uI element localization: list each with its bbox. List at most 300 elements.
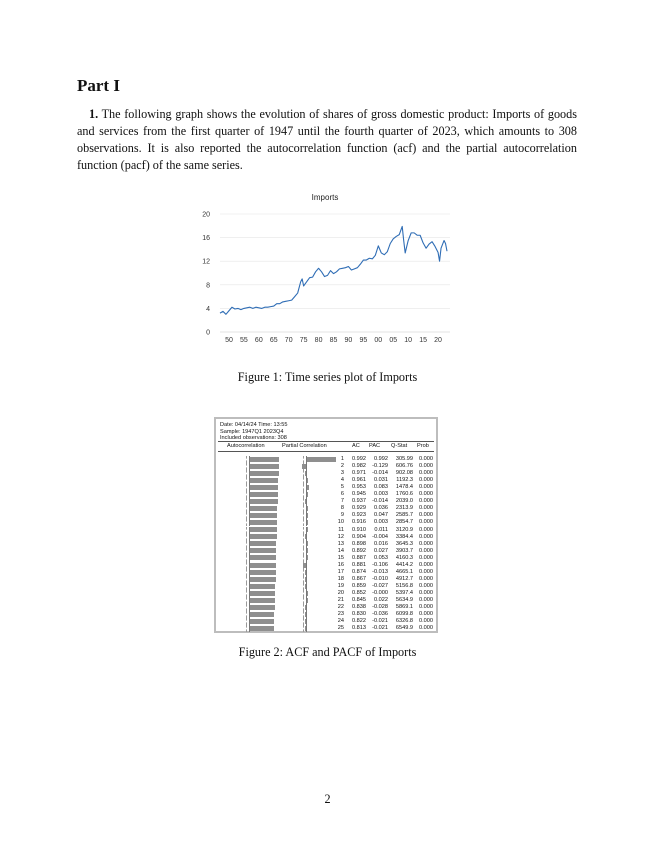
correlogram-row (216, 597, 436, 604)
acf-band-line (246, 519, 247, 526)
pac-cell: 0.016 (374, 540, 388, 547)
pac-cell: -0.014 (372, 498, 388, 505)
qstat-cell: 1192.3 (396, 477, 413, 484)
pac-cell: -0.010 (372, 575, 388, 582)
acf-bar (250, 584, 276, 589)
pacf-bar (307, 527, 308, 532)
ac-cell: 0.945 (352, 491, 366, 498)
qstat-cell: 5397.4 (395, 589, 413, 596)
x-tick-label-75: 75 (299, 337, 308, 344)
ac-cell: 0.838 (352, 604, 366, 611)
acf-pacf-table (214, 417, 438, 633)
pac-cell: 0.036 (374, 505, 388, 512)
ac-cell: 0.830 (352, 611, 366, 618)
lag-cell: 13 (337, 540, 344, 547)
correlogram-row (216, 498, 436, 505)
pacf-bar (307, 555, 309, 560)
pacf-zero-line (306, 604, 307, 611)
pacf-zero-line (306, 583, 307, 590)
acf-bar (250, 499, 278, 504)
acf-band-line (246, 463, 247, 470)
x-tick-label-65: 65 (269, 337, 278, 344)
ac-cell: 0.937 (352, 498, 366, 505)
acf-band-line (246, 548, 247, 555)
correlogram-row (216, 484, 436, 491)
pacf-zero-line (306, 569, 307, 576)
prob-cell: 0.000 (419, 597, 433, 603)
figure1-caption: Figure 1: Time series plot of Imports (237, 370, 418, 384)
ac-cell: 0.845 (352, 597, 366, 603)
prob-cell: 0.000 (419, 554, 433, 561)
question-number: 1. (89, 107, 99, 121)
correlogram-row (216, 541, 436, 548)
pacf-zero-line (306, 463, 307, 470)
lag-cell: 21 (337, 597, 344, 603)
x-tick-label-90: 90 (344, 337, 353, 344)
acf-bar (250, 626, 274, 631)
pac-cell: 0.022 (374, 597, 388, 603)
pacf-bar (303, 563, 306, 568)
qstat-cell: 4912.7 (395, 575, 413, 582)
x-tick-label-85: 85 (329, 337, 338, 344)
acf-band-line (246, 527, 247, 534)
x-tick-label-15: 15 (419, 337, 428, 344)
pacf-band-line (303, 583, 304, 590)
lag-cell: 8 (340, 505, 344, 512)
prob-cell: 0.000 (419, 575, 433, 582)
acf-band-line (246, 625, 247, 632)
prob-cell: 0.000 (419, 456, 433, 462)
lag-cell: 6 (340, 491, 344, 498)
ac-cell: 0.822 (352, 618, 366, 625)
qstat-cell: 606.76 (395, 463, 413, 470)
x-tick-label-95: 95 (359, 337, 368, 344)
observations-line: Included observations: 308 (220, 435, 287, 442)
pacf-band-line (303, 569, 304, 576)
lag-cell: 4 (340, 477, 344, 484)
acf-band-line (246, 576, 247, 583)
acf-band-line (246, 618, 247, 625)
ac-cell: 0.892 (352, 547, 366, 554)
pacf-band-line (303, 604, 304, 611)
y-tick-label-20: 20 (202, 211, 210, 219)
pacf-band-line (303, 491, 304, 498)
correlogram-row (216, 519, 436, 526)
pacf-bar (305, 584, 306, 589)
acf-band-line (246, 534, 247, 541)
pacf-band-line (303, 505, 304, 512)
prob-cell: 0.000 (419, 582, 433, 589)
qstat-cell: 2039.0 (395, 498, 413, 505)
acf-bar (250, 612, 275, 617)
column-headers (216, 443, 436, 451)
pacf-bar (305, 534, 306, 539)
pacf-zero-line (306, 534, 307, 541)
acf-bar (250, 591, 276, 596)
pacf-bar (307, 485, 309, 490)
acf-band-line (246, 583, 247, 590)
qstat-cell: 5869.1 (395, 604, 413, 611)
pacf-bar (307, 478, 308, 483)
acf-band-line (246, 477, 247, 484)
qstat-cell: 2313.9 (395, 505, 413, 512)
y-tick-label-12: 12 (202, 258, 210, 266)
y-tick-label-8: 8 (206, 282, 210, 290)
acf-bar (250, 619, 275, 624)
lag-cell: 24 (337, 618, 344, 625)
col-qstat: Q-Stat (391, 442, 408, 449)
ac-cell: 0.953 (352, 484, 366, 491)
pac-cell: 0.027 (374, 547, 388, 554)
acf-band-line (246, 505, 247, 512)
question-paragraph (77, 106, 577, 174)
acf-band-line (246, 484, 247, 491)
lag-cell: 3 (340, 470, 344, 477)
pac-cell: -0.106 (372, 561, 388, 568)
x-tick-label-55: 55 (239, 337, 248, 344)
lag-cell: 10 (337, 519, 344, 526)
col-pac: PAC (369, 442, 381, 449)
prob-cell: 0.000 (419, 463, 433, 470)
prob-cell: 0.000 (419, 561, 433, 568)
qstat-cell: 3903.7 (395, 547, 413, 554)
prob-cell: 0.000 (419, 526, 433, 533)
prob-cell: 0.000 (419, 484, 433, 491)
pacf-bar (307, 492, 308, 497)
acf-bar (250, 485, 279, 490)
ac-cell: 0.887 (352, 554, 366, 561)
header-rule-top (218, 441, 434, 442)
x-tick-label-05: 05 (389, 337, 398, 344)
pac-cell: -0.021 (372, 625, 388, 632)
prob-cell: 0.000 (419, 589, 433, 596)
acf-bar (250, 457, 280, 462)
pacf-band-line (303, 512, 304, 519)
qstat-cell: 5634.9 (395, 597, 413, 603)
acf-band-line (246, 512, 247, 519)
imports-line-chart (198, 190, 458, 350)
ac-cell: 0.898 (352, 540, 366, 547)
pac-cell: 0.083 (374, 484, 388, 491)
col-autocorrelation: Autocorrelation (227, 442, 265, 449)
qstat-cell: 6326.8 (395, 618, 413, 625)
y-tick-label-16: 16 (202, 235, 210, 243)
ac-cell: 0.881 (352, 561, 366, 568)
pacf-bar (305, 570, 306, 575)
y-tick-label-0: 0 (206, 329, 210, 337)
prob-cell: 0.000 (419, 604, 433, 611)
ac-cell: 0.867 (352, 575, 366, 582)
lag-cell: 23 (337, 611, 344, 618)
acf-band-line (246, 590, 247, 597)
prob-cell: 0.000 (419, 618, 433, 625)
pacf-band-line (303, 456, 304, 463)
ac-cell: 0.852 (352, 589, 366, 596)
ac-cell: 0.971 (352, 470, 366, 477)
correlogram-row (216, 512, 436, 519)
acf-band-line (246, 611, 247, 618)
acf-band-line (246, 541, 247, 548)
header-rule-bottom (218, 451, 434, 452)
correlogram-row (216, 569, 436, 576)
pac-cell: 0.047 (374, 512, 388, 519)
ac-cell: 0.923 (352, 512, 366, 519)
chart-title: Imports (311, 193, 339, 202)
acf-band-line (246, 456, 247, 463)
pacf-band-line (303, 527, 304, 534)
acf-bar (250, 555, 277, 560)
ac-cell: 0.961 (352, 477, 366, 484)
prob-cell: 0.000 (419, 519, 433, 526)
pac-cell: 0.031 (374, 477, 388, 484)
prob-cell: 0.000 (419, 568, 433, 575)
ac-cell: 0.916 (352, 519, 366, 526)
lag-cell: 19 (337, 582, 344, 589)
acf-band-line (246, 470, 247, 477)
pac-cell: 0.053 (374, 554, 388, 561)
lag-cell: 2 (340, 463, 344, 470)
ac-cell: 0.874 (352, 568, 366, 575)
ac-cell: 0.813 (352, 625, 366, 632)
acf-band-line (246, 562, 247, 569)
pacf-bar (307, 548, 308, 553)
pacf-band-line (303, 590, 304, 597)
lag-cell: 25 (337, 625, 344, 632)
acf-bar (250, 534, 277, 539)
pacf-zero-line (306, 625, 307, 632)
correlogram-row (216, 555, 436, 562)
correlogram-row (216, 583, 436, 590)
pac-cell: -0.021 (372, 618, 388, 625)
prob-cell: 0.000 (419, 540, 433, 547)
qstat-cell: 6549.9 (395, 625, 413, 632)
acf-band-line (246, 604, 247, 611)
pacf-band-line (303, 611, 304, 618)
qstat-cell: 4160.3 (395, 554, 413, 561)
ac-cell: 0.982 (352, 463, 366, 470)
prob-cell: 0.000 (419, 498, 433, 505)
lag-cell: 17 (337, 568, 344, 575)
qstat-cell: 902.08 (395, 470, 413, 477)
pacf-band-line (303, 498, 304, 505)
pac-cell: -0.129 (372, 463, 388, 470)
section-heading: Part I (77, 76, 120, 95)
pac-cell: -0.000 (372, 589, 388, 596)
lag-cell: 9 (340, 512, 344, 519)
acf-bar (250, 605, 275, 610)
date-line: Date: 04/14/24 Time: 13:55 (220, 422, 288, 428)
qstat-cell: 1760.6 (395, 491, 413, 498)
qstat-cell: 4414.2 (395, 561, 413, 568)
acf-bar (250, 563, 276, 568)
prob-cell: 0.000 (419, 505, 433, 512)
pac-cell: -0.027 (372, 582, 388, 589)
correlogram-row (216, 505, 436, 512)
lag-cell: 5 (340, 484, 344, 491)
pacf-band-line (303, 541, 304, 548)
x-tick-label-50: 50 (225, 337, 233, 344)
pacf-band-line (303, 477, 304, 484)
pacf-band-line (303, 519, 304, 526)
pac-cell: 0.011 (374, 526, 388, 533)
pac-cell: 0.003 (374, 519, 388, 526)
acf-bar (250, 520, 277, 525)
x-tick-label-00: 00 (374, 337, 383, 344)
correlogram-row (216, 527, 436, 534)
pac-cell: -0.028 (372, 604, 388, 611)
acf-bar (250, 464, 279, 469)
acf-bar (250, 471, 279, 476)
pacf-bar (307, 506, 308, 511)
correlogram-row (216, 576, 436, 583)
lag-cell: 20 (337, 589, 344, 596)
pacf-band-line (303, 555, 304, 562)
pacf-bar (305, 619, 306, 624)
correlogram-row (216, 604, 436, 611)
pacf-bar (307, 598, 308, 603)
correlogram-row (216, 477, 436, 484)
pacf-band-line (303, 576, 304, 583)
lag-cell: 16 (337, 561, 344, 568)
pacf-bar (307, 520, 308, 525)
acf-bar (250, 570, 276, 575)
correlogram-row (216, 548, 436, 555)
qstat-cell: 2854.7 (395, 519, 413, 526)
acf-band-line (246, 555, 247, 562)
qstat-cell: 6099.8 (395, 611, 413, 618)
qstat-cell: 305.99 (395, 456, 413, 462)
ac-cell: 0.859 (352, 582, 366, 589)
acf-bar (250, 541, 277, 546)
pacf-bar (307, 513, 308, 518)
pac-cell: -0.013 (372, 568, 388, 575)
pacf-zero-line (306, 562, 307, 569)
qstat-cell: 3645.3 (395, 540, 413, 547)
prob-cell: 0.000 (419, 470, 433, 477)
pacf-bar (305, 471, 306, 476)
qstat-cell: 4665.1 (395, 568, 413, 575)
pacf-bar (305, 577, 306, 582)
pac-cell: 0.003 (374, 491, 388, 498)
pac-cell: -0.014 (372, 470, 388, 477)
pacf-zero-line (306, 618, 307, 625)
sample-line: Sample: 1947Q1 2023Q4 (220, 428, 284, 435)
acf-bar (250, 506, 278, 511)
pacf-bar (305, 605, 306, 610)
qstat-cell: 2585.7 (395, 512, 413, 519)
correlogram-row (216, 470, 436, 477)
lag-cell: 1 (340, 456, 344, 462)
question-text: The following graph shows the evolution of shares of gross domestic product: Imports of goods and services from the first quarter of 1947 until the fourth quarter of 2023, which amounts to 308 observations. It is also reported the autocorrelation function (acf) and the partial autocorrelation function (pacf) of the same series. (77, 107, 577, 172)
pacf-band-line (303, 625, 304, 632)
ac-cell: 0.929 (352, 505, 366, 512)
pacf-band-line (303, 618, 304, 625)
correlogram-row (216, 534, 436, 541)
pacf-zero-line (306, 470, 307, 477)
qstat-cell: 3384.4 (395, 533, 413, 540)
figure2-caption: Figure 2: ACF and PACF of Imports (238, 645, 417, 659)
correlogram-row (216, 618, 436, 625)
pacf-band-line (303, 548, 304, 555)
correlogram-header (220, 422, 287, 442)
pac-cell: 0.992 (374, 456, 388, 462)
acf-bar (250, 598, 275, 603)
pacf-bar (305, 499, 306, 504)
lag-cell: 14 (337, 547, 344, 554)
acf-bar (250, 478, 279, 483)
acf-bar (250, 548, 277, 553)
col-prob: Prob (417, 442, 429, 449)
y-tick-label-4: 4 (206, 305, 210, 313)
correlogram-row (216, 463, 436, 470)
prob-cell: 0.000 (419, 625, 433, 632)
lag-cell: 11 (338, 526, 344, 533)
x-tick-label-60: 60 (254, 337, 263, 344)
correlogram-row (216, 456, 436, 463)
x-tick-label-70: 70 (284, 337, 293, 344)
correlogram-row (216, 562, 436, 569)
pac-cell: -0.004 (372, 533, 388, 540)
prob-cell: 0.000 (419, 611, 433, 618)
pacf-bar (307, 591, 308, 596)
qstat-cell: 3120.9 (395, 526, 413, 533)
correlogram-row (216, 611, 436, 618)
x-tick-label-10: 10 (404, 337, 413, 344)
qstat-cell: 5156.8 (395, 582, 413, 589)
correlogram-row (216, 625, 436, 632)
pacf-bar (305, 626, 306, 631)
acf-band-line (246, 498, 247, 505)
lag-cell: 7 (340, 498, 344, 505)
acf-band-line (246, 597, 247, 604)
acf-bar (250, 577, 276, 582)
acf-band-line (246, 569, 247, 576)
acf-bar (250, 513, 278, 518)
page-number: 2 (324, 792, 331, 806)
pacf-band-line (303, 470, 304, 477)
ac-cell: 0.904 (352, 533, 366, 540)
pacf-bar (302, 464, 306, 469)
pacf-zero-line (306, 611, 307, 618)
acf-bar (250, 527, 277, 532)
prob-cell: 0.000 (419, 477, 433, 484)
ac-cell: 0.910 (352, 526, 366, 533)
pacf-bar (307, 457, 337, 462)
pacf-band-line (303, 597, 304, 604)
lag-cell: 18 (337, 575, 344, 582)
pacf-zero-line (306, 576, 307, 583)
prob-cell: 0.000 (419, 491, 433, 498)
lag-cell: 22 (337, 604, 344, 611)
pacf-band-line (303, 534, 304, 541)
correlogram-row (216, 590, 436, 597)
lag-cell: 15 (337, 554, 344, 561)
acf-band-line (246, 491, 247, 498)
col-partial-correlation: Partial Correlation (282, 442, 327, 449)
correlogram-row (216, 491, 436, 498)
acf-bar (250, 492, 278, 497)
prob-cell: 0.000 (419, 547, 433, 554)
pacf-band-line (303, 484, 304, 491)
ac-cell: 0.992 (352, 456, 366, 462)
pacf-bar (305, 612, 306, 617)
pacf-zero-line (306, 498, 307, 505)
x-tick-label-20: 20 (434, 337, 442, 344)
qstat-cell: 1478.4 (395, 484, 413, 491)
series-line-imports (220, 226, 447, 314)
lag-cell: 12 (337, 533, 344, 540)
prob-cell: 0.000 (419, 533, 433, 540)
